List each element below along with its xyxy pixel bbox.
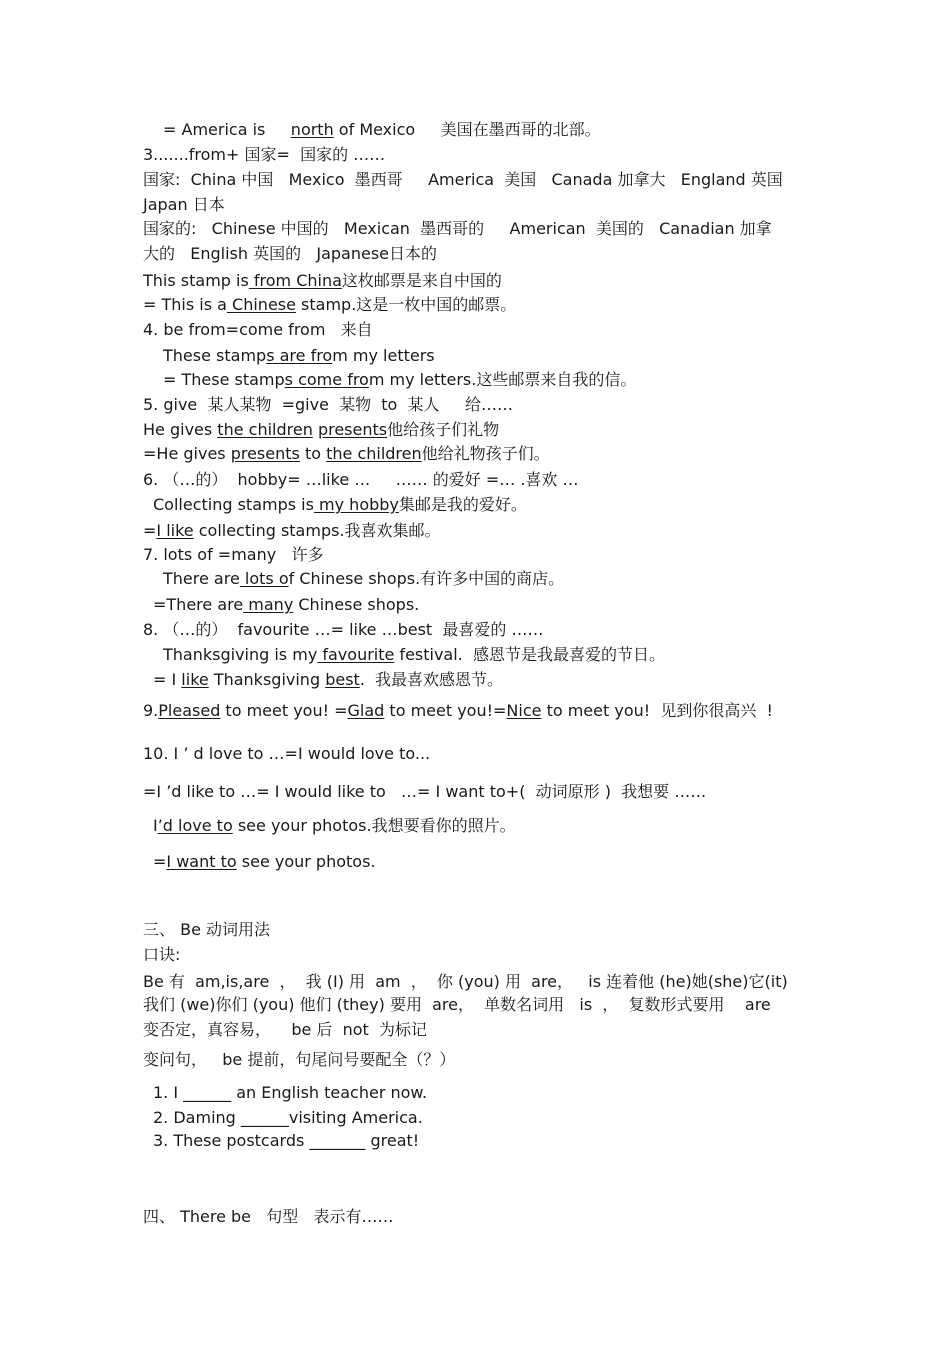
text-line [163,370,636,390]
text-line [143,219,772,239]
text-segment: of Mexico 美国在墨西哥的北部。 [333,120,601,139]
text-line [153,1131,419,1151]
underlined-text: Glad [347,701,385,720]
text-line [163,645,665,665]
text-segment: =There are [153,595,244,614]
text-segment: 国家的: Chinese 中国的 Mexican 墨西哥的 American 美国的 Canadian 加拿 [143,219,772,238]
text-line [143,1020,427,1040]
text-line [163,120,601,140]
text-segment: 这枚邮票是来自中国的 [341,271,502,290]
text-segment: This stamp is [143,271,249,290]
text-line [143,945,180,965]
text-line [143,271,502,291]
text-segment: =He gives [143,444,231,463]
text-segment: = [153,852,167,871]
text-line [143,1207,394,1227]
text-segment: 口诀: [143,945,181,964]
text-segment: 变否定，真容易， be 后 not 为标记 [143,1020,427,1039]
underlined-text: the children [326,444,422,463]
text-segment: 3.......from+ 国家= 国家的 …… [143,145,386,164]
underlined-text: Nice [506,701,542,720]
text-line [143,420,499,440]
text-segment: 国家: China 中国 Mexico 墨西哥 America 美国 Canada 加拿大 England 英国 [143,170,783,189]
text-segment: 8. （…的） favourite …= like …best 最喜爱的 …… [143,620,544,639]
text-segment: Collecting stamps is [153,495,314,514]
text-segment: Chinese shops. [293,595,420,614]
text-line [143,521,441,541]
underlined-text: presents [230,444,300,463]
text-line [153,1108,423,1128]
underlined-text: many [243,595,294,614]
text-segment: 大的 English 英国的 Japanese日本的 [143,244,438,263]
text-line [153,852,376,872]
underlined-text: Pleased [158,701,221,720]
text-segment: collecting stamps.我喜欢集邮。 [193,521,441,540]
text-line [143,1050,455,1070]
text-line [143,995,771,1015]
text-segment: 2. Daming ______visiting America. [153,1108,423,1127]
text-segment: Japan 日本 [143,195,225,214]
text-segment: = This is a [143,295,227,314]
text-segment: = America is [163,120,291,139]
text-segment: . 我最喜欢感恩节。 [359,670,504,689]
underlined-text: s are fro [266,346,333,365]
underlined-text: best [325,670,360,689]
text-segment: 9. [143,701,159,720]
underlined-text: favourite [317,645,395,664]
text-segment: 三、 Be 动词用法 [143,920,270,939]
text-line [143,295,516,315]
text-line [153,495,527,515]
text-segment: =I ’d like to …= I would like to …= I want to+( 动词原形 ) 我想要 …… [143,782,707,801]
text-segment: 6. （…的） hobby= …like … …… 的爱好 =… .喜欢 … [143,470,579,489]
text-line [163,346,435,366]
text-line [143,701,773,721]
text-segment: 集邮是我的爱好。 [398,495,527,514]
underlined-text: ’d love to [157,816,233,835]
text-segment: 他给孩子们礼物 [387,420,500,439]
text-segment: m my letters.这些邮票来自我的信。 [368,370,637,389]
text-line [143,470,579,490]
text-line [143,195,225,215]
text-line [153,595,419,615]
text-segment: = I [153,670,182,689]
underlined-text: like [181,670,209,689]
underlined-text: Chinese [226,295,296,314]
text-segment: 10. I ’ d love to …=I would love to... [143,744,431,763]
text-segment: 四、 There be 句型 表示有…… [143,1207,394,1226]
underlined-text: the children [217,420,313,439]
text-segment: There are [163,569,240,588]
text-segment: I [153,816,158,835]
text-segment: 他给礼物孩子们。 [421,444,550,463]
text-line [143,320,373,340]
underlined-text: I like [156,521,194,540]
text-line [143,545,323,565]
text-segment: to [299,444,327,463]
underlined-text: from China [248,271,342,290]
text-line [153,816,516,836]
underlined-text: north [290,120,334,139]
text-line [163,569,564,589]
text-segment: stamp.这是一枚中国的邮票。 [295,295,517,314]
text-line [153,670,503,690]
text-line [143,620,543,640]
text-segment: = [143,521,157,540]
text-line [143,444,550,464]
text-line [143,920,270,940]
text-segment: m my letters [332,346,435,365]
text-segment: to meet you! 见到你很高兴 ! [541,701,773,720]
text-segment: 5. give 某人某物 =give 某物 to 某人 给…… [143,395,513,414]
text-line [143,972,788,992]
text-line [143,170,783,190]
text-segment: f Chinese shops.有许多中国的商店。 [288,569,565,588]
text-line [143,782,706,802]
text-segment: = These stamp [163,370,285,389]
text-segment: see your photos.我想要看你的照片。 [232,816,516,835]
text-segment: He gives [143,420,218,439]
text-line [143,744,430,764]
underlined-text: s come fro [284,370,369,389]
underlined-text: lots o [239,569,289,588]
underlined-text: presents [317,420,388,439]
text-segment: Thanksgiving [208,670,326,689]
text-line [143,145,385,165]
text-segment: to meet you!= [384,701,507,720]
text-segment: Be 有 am,is,are ， 我 (I) 用 am ， 你 (you) 用 are， is 连着他 (he)她(she)它(it) [143,972,788,991]
text-segment: 变问句， be 提前，句尾问号要配全（？） [143,1050,456,1069]
text-segment: 4. be from=come from 来自 [143,320,373,339]
underlined-text: my hobby [313,495,399,514]
text-line [143,395,513,415]
text-line [143,244,437,264]
text-segment: Thanksgiving is my [163,645,318,664]
text-segment: 3. These postcards _______ great! [153,1131,420,1150]
text-segment: 我们 (we)你们 (you) 他们 (they) 要用 are， 单数名词用 is ， 复数形式要用 are [143,995,771,1014]
text-segment: festival. 感恩节是我最喜爱的节日。 [394,645,665,664]
text-segment: These stamp [163,346,267,365]
text-segment: 1. I ______ an English teacher now. [153,1083,428,1102]
underlined-text: I want to [166,852,237,871]
text-segment: 7. lots of =many 许多 [143,545,324,564]
text-segment: see your photos. [236,852,376,871]
text-line [153,1083,427,1103]
text-segment: to meet you! = [220,701,348,720]
